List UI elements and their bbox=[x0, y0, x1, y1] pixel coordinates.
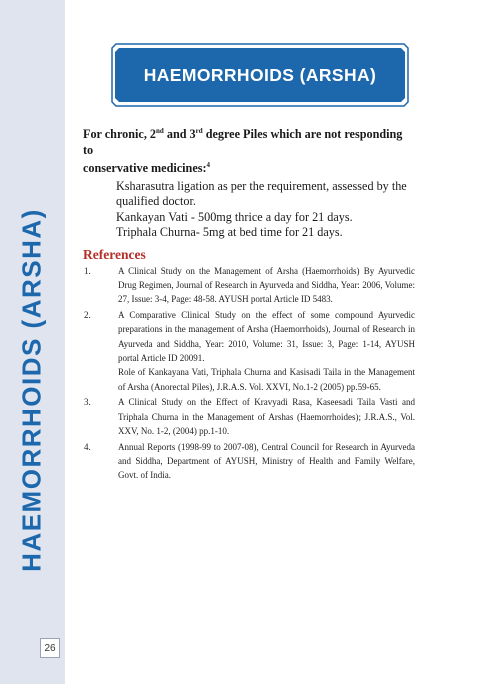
references-heading: References bbox=[83, 246, 146, 262]
reference-item bbox=[83, 440, 415, 483]
reference-body-continued: Role of Kankayana Vati, Triphala Churna and Kasisadi Taila in the Management of Arsha (Anorectal Piles), J.R.A.S. Vol. XXVI, No.1-2 (2005) pp.59-65. bbox=[118, 367, 415, 392]
medicine-line: qualified doctor. bbox=[116, 194, 196, 209]
heading-part-a: For chronic, 2 bbox=[83, 127, 157, 142]
heading-part-c: degree Piles which are not responding to bbox=[83, 127, 403, 157]
medicine-line: Kankayan Vati - 500mg thrice a day for 21 days. bbox=[116, 209, 353, 224]
heading-line-2: conservative medicines: bbox=[83, 161, 207, 176]
reference-number: 3. bbox=[84, 397, 91, 408]
reference-text bbox=[118, 308, 415, 394]
reference-body: A Clinical Study on the Management of Arsha (Haemorrhoids) By Ayurvedic Drug Regimen, Journal of Research in Ayurveda and Siddha, Year: 2006, Volume: 27, Issue: 3-4, Page: 48-58. AYUSH portal Article ID 5483. bbox=[118, 265, 415, 305]
heading-part-b: and 3 bbox=[163, 127, 196, 142]
vertical-chapter-title: HAEMORRHOIDS (ARSHA) bbox=[16, 208, 47, 572]
reference-text bbox=[118, 264, 415, 307]
reference-text bbox=[118, 395, 415, 438]
page-title: HAEMORRHOIDS (ARSHA) bbox=[143, 64, 377, 85]
reference-text bbox=[118, 440, 415, 483]
reference-number: 2. bbox=[84, 309, 91, 320]
reference-item bbox=[83, 264, 415, 307]
reference-body: A Clinical Study on the Effect of Kravyadi Rasa, Kaseesadi Taila Vasti and Triphala Churna in the Management of Arshas (Haemorrhoides); J.R.A.S., Vol. XXV, No. 1-2, (2004) pp.1-10. bbox=[118, 397, 415, 437]
reference-number: 4. bbox=[84, 441, 91, 452]
content bbox=[83, 124, 415, 484]
reference-item bbox=[83, 395, 415, 438]
intro-heading bbox=[83, 124, 415, 177]
reference-body: A Comparative Clinical Study on the effect of some compound Ayurvedic preparations in the management of Arsha (Haemorrhoids), Journal of Research in Ayurveda and Siddha, Year: 2010, Volume: 31, Issue: 3, Page: 1-14, AYUSH portal Article ID 20091. bbox=[118, 309, 415, 364]
heading-sup-nd: nd bbox=[156, 127, 164, 135]
reference-number: 1. bbox=[84, 265, 91, 276]
references-list bbox=[83, 264, 415, 483]
reference-body: Annual Reports (1998-99 to 2007-08), Central Council for Research in Ayurveda and Siddha, Department of AYUSH, Ministry of Health and Family Welfare, Govt. of India. bbox=[118, 441, 415, 481]
medicine-line: Triphala Churna- 5mg at bed time for 21 days. bbox=[116, 225, 343, 240]
medicine-line: Ksharasutra ligation as per the requirement, assessed by the bbox=[116, 178, 407, 193]
page-number: 26 bbox=[40, 638, 60, 658]
sidebar bbox=[0, 0, 65, 684]
header-banner bbox=[110, 41, 410, 109]
reference-item bbox=[83, 308, 415, 394]
heading-sup-rd: rd bbox=[195, 127, 203, 135]
medicine-list bbox=[116, 179, 415, 241]
heading-ref-sup: 4 bbox=[206, 161, 211, 170]
